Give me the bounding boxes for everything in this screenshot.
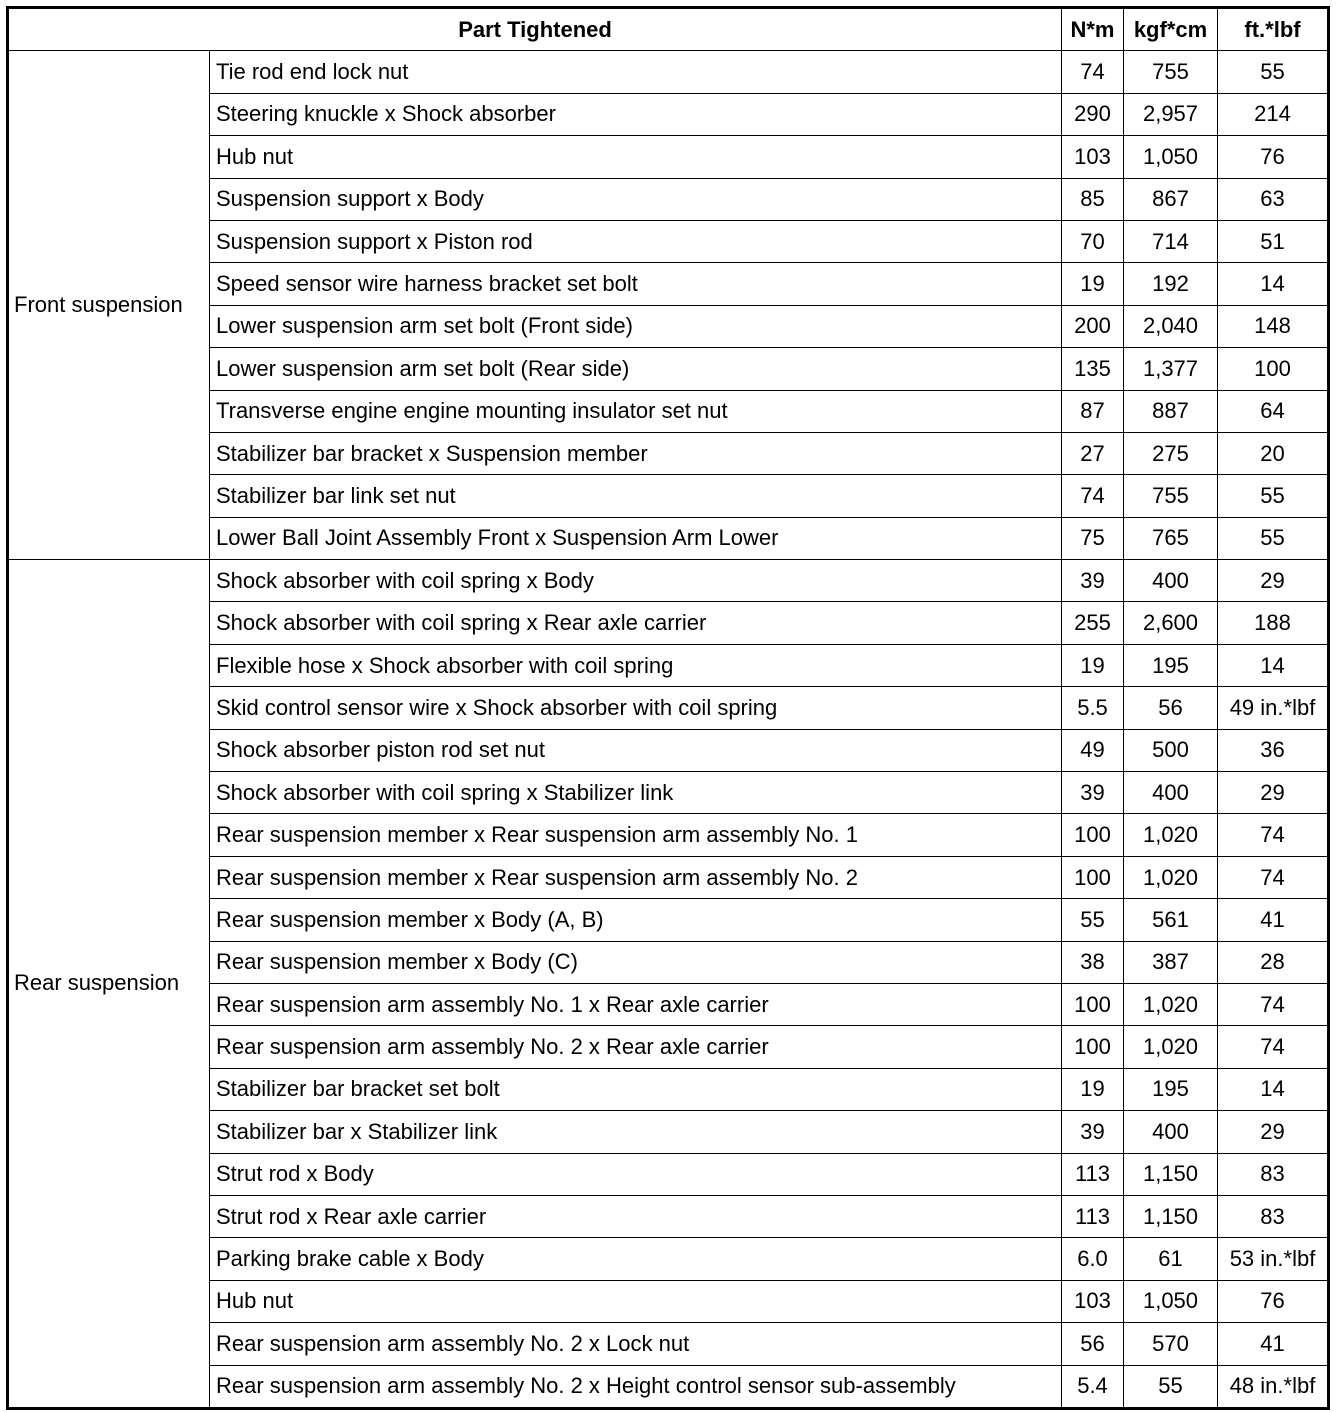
- ft-cell: 214: [1218, 93, 1329, 135]
- part-cell: Lower suspension arm set bolt (Rear side): [210, 348, 1062, 390]
- part-cell: Lower Ball Joint Assembly Front x Suspension Arm Lower: [210, 517, 1062, 559]
- part-cell: Lower suspension arm set bolt (Front side): [210, 305, 1062, 347]
- part-cell: Suspension support x Body: [210, 178, 1062, 220]
- kgf-cell: 887: [1124, 390, 1218, 432]
- ft-cell: 74: [1218, 983, 1329, 1025]
- ft-cell: 49 in.*lbf: [1218, 687, 1329, 729]
- kgf-cell: 561: [1124, 899, 1218, 941]
- ft-cell: 100: [1218, 348, 1329, 390]
- part-cell: Shock absorber with coil spring x Body: [210, 560, 1062, 602]
- kgf-cell: 714: [1124, 220, 1218, 262]
- part-cell: Rear suspension member x Body (C): [210, 941, 1062, 983]
- nm-cell: 74: [1062, 475, 1124, 517]
- ft-cell: 83: [1218, 1195, 1329, 1237]
- part-cell: Transverse engine engine mounting insulator set nut: [210, 390, 1062, 432]
- kgf-cell: 400: [1124, 560, 1218, 602]
- kgf-cell: 1,150: [1124, 1153, 1218, 1195]
- nm-cell: 70: [1062, 220, 1124, 262]
- part-cell: Shock absorber with coil spring x Stabilizer link: [210, 772, 1062, 814]
- nm-cell: 5.4: [1062, 1365, 1124, 1408]
- ft-cell: 76: [1218, 136, 1329, 178]
- part-cell: Hub nut: [210, 1280, 1062, 1322]
- ft-cell: 55: [1218, 517, 1329, 559]
- kgf-cell: 56: [1124, 687, 1218, 729]
- nm-cell: 49: [1062, 729, 1124, 771]
- kgf-cell: 2,040: [1124, 305, 1218, 347]
- ft-cell: 63: [1218, 178, 1329, 220]
- part-cell: Rear suspension arm assembly No. 1 x Rear axle carrier: [210, 983, 1062, 1025]
- nm-cell: 290: [1062, 93, 1124, 135]
- ft-cell: 76: [1218, 1280, 1329, 1322]
- kgf-cell: 570: [1124, 1323, 1218, 1365]
- nm-cell: 200: [1062, 305, 1124, 347]
- part-cell: Flexible hose x Shock absorber with coil spring: [210, 644, 1062, 686]
- nm-cell: 87: [1062, 390, 1124, 432]
- kgf-cell: 2,600: [1124, 602, 1218, 644]
- kgf-cell: 1,020: [1124, 856, 1218, 898]
- ft-cell: 51: [1218, 220, 1329, 262]
- ft-cell: 64: [1218, 390, 1329, 432]
- kgf-cell: 1,050: [1124, 1280, 1218, 1322]
- kgf-cell: 61: [1124, 1238, 1218, 1280]
- ft-cell: 74: [1218, 856, 1329, 898]
- nm-cell: 85: [1062, 178, 1124, 220]
- nm-cell: 100: [1062, 1026, 1124, 1068]
- header-kgf: kgf*cm: [1124, 8, 1218, 51]
- ft-cell: 74: [1218, 814, 1329, 856]
- part-cell: Steering knuckle x Shock absorber: [210, 93, 1062, 135]
- nm-cell: 39: [1062, 560, 1124, 602]
- ft-cell: 28: [1218, 941, 1329, 983]
- part-cell: Rear suspension arm assembly No. 2 x Height control sensor sub-assembly: [210, 1365, 1062, 1408]
- table-row: [8, 51, 1329, 93]
- nm-cell: 56: [1062, 1323, 1124, 1365]
- ft-cell: 41: [1218, 1323, 1329, 1365]
- ft-cell: 148: [1218, 305, 1329, 347]
- nm-cell: 55: [1062, 899, 1124, 941]
- kgf-cell: 765: [1124, 517, 1218, 559]
- kgf-cell: 1,020: [1124, 983, 1218, 1025]
- torque-spec-table: [6, 6, 1330, 1410]
- nm-cell: 5.5: [1062, 687, 1124, 729]
- kgf-cell: 55: [1124, 1365, 1218, 1408]
- nm-cell: 19: [1062, 263, 1124, 305]
- nm-cell: 27: [1062, 432, 1124, 474]
- part-cell: Rear suspension member x Body (A, B): [210, 899, 1062, 941]
- header-part: Part Tightened: [8, 8, 1062, 51]
- nm-cell: 39: [1062, 1111, 1124, 1153]
- kgf-cell: 400: [1124, 1111, 1218, 1153]
- part-cell: Strut rod x Body: [210, 1153, 1062, 1195]
- kgf-cell: 195: [1124, 1068, 1218, 1110]
- nm-cell: 100: [1062, 983, 1124, 1025]
- nm-cell: 113: [1062, 1195, 1124, 1237]
- ft-cell: 29: [1218, 1111, 1329, 1153]
- ft-cell: 55: [1218, 51, 1329, 93]
- ft-cell: 29: [1218, 772, 1329, 814]
- part-cell: Suspension support x Piston rod: [210, 220, 1062, 262]
- header-ft: ft.*lbf: [1218, 8, 1329, 51]
- ft-cell: 14: [1218, 644, 1329, 686]
- kgf-cell: 1,150: [1124, 1195, 1218, 1237]
- part-cell: Strut rod x Rear axle carrier: [210, 1195, 1062, 1237]
- kgf-cell: 2,957: [1124, 93, 1218, 135]
- nm-cell: 38: [1062, 941, 1124, 983]
- part-cell: Speed sensor wire harness bracket set bolt: [210, 263, 1062, 305]
- nm-cell: 6.0: [1062, 1238, 1124, 1280]
- nm-cell: 103: [1062, 1280, 1124, 1322]
- ft-cell: 74: [1218, 1026, 1329, 1068]
- ft-cell: 29: [1218, 560, 1329, 602]
- kgf-cell: 195: [1124, 644, 1218, 686]
- group-label: Rear suspension: [8, 560, 210, 1409]
- nm-cell: 19: [1062, 644, 1124, 686]
- ft-cell: 55: [1218, 475, 1329, 517]
- nm-cell: 100: [1062, 856, 1124, 898]
- part-cell: Skid control sensor wire x Shock absorber with coil spring: [210, 687, 1062, 729]
- nm-cell: 113: [1062, 1153, 1124, 1195]
- ft-cell: 188: [1218, 602, 1329, 644]
- part-cell: Hub nut: [210, 136, 1062, 178]
- ft-cell: 14: [1218, 263, 1329, 305]
- kgf-cell: 1,050: [1124, 136, 1218, 178]
- nm-cell: 19: [1062, 1068, 1124, 1110]
- kgf-cell: 755: [1124, 475, 1218, 517]
- ft-cell: 14: [1218, 1068, 1329, 1110]
- kgf-cell: 400: [1124, 772, 1218, 814]
- part-cell: Shock absorber piston rod set nut: [210, 729, 1062, 771]
- header-row: [8, 8, 1329, 51]
- nm-cell: 74: [1062, 51, 1124, 93]
- nm-cell: 135: [1062, 348, 1124, 390]
- ft-cell: 83: [1218, 1153, 1329, 1195]
- part-cell: Rear suspension member x Rear suspension arm assembly No. 2: [210, 856, 1062, 898]
- part-cell: Shock absorber with coil spring x Rear axle carrier: [210, 602, 1062, 644]
- kgf-cell: 275: [1124, 432, 1218, 474]
- part-cell: Rear suspension member x Rear suspension arm assembly No. 1: [210, 814, 1062, 856]
- ft-cell: 36: [1218, 729, 1329, 771]
- kgf-cell: 867: [1124, 178, 1218, 220]
- nm-cell: 75: [1062, 517, 1124, 559]
- ft-cell: 53 in.*lbf: [1218, 1238, 1329, 1280]
- ft-cell: 41: [1218, 899, 1329, 941]
- part-cell: Stabilizer bar link set nut: [210, 475, 1062, 517]
- ft-cell: 20: [1218, 432, 1329, 474]
- part-cell: Stabilizer bar x Stabilizer link: [210, 1111, 1062, 1153]
- kgf-cell: 1,020: [1124, 1026, 1218, 1068]
- nm-cell: 103: [1062, 136, 1124, 178]
- part-cell: Stabilizer bar bracket set bolt: [210, 1068, 1062, 1110]
- kgf-cell: 500: [1124, 729, 1218, 771]
- part-cell: Rear suspension arm assembly No. 2 x Lock nut: [210, 1323, 1062, 1365]
- part-cell: Tie rod end lock nut: [210, 51, 1062, 93]
- nm-cell: 255: [1062, 602, 1124, 644]
- header-nm: N*m: [1062, 8, 1124, 51]
- part-cell: Parking brake cable x Body: [210, 1238, 1062, 1280]
- kgf-cell: 192: [1124, 263, 1218, 305]
- kgf-cell: 1,020: [1124, 814, 1218, 856]
- part-cell: Rear suspension arm assembly No. 2 x Rear axle carrier: [210, 1026, 1062, 1068]
- ft-cell: 48 in.*lbf: [1218, 1365, 1329, 1408]
- nm-cell: 39: [1062, 772, 1124, 814]
- kgf-cell: 755: [1124, 51, 1218, 93]
- kgf-cell: 1,377: [1124, 348, 1218, 390]
- group-label: Front suspension: [8, 51, 210, 560]
- part-cell: Stabilizer bar bracket x Suspension member: [210, 432, 1062, 474]
- nm-cell: 100: [1062, 814, 1124, 856]
- kgf-cell: 387: [1124, 941, 1218, 983]
- table-row: [8, 560, 1329, 602]
